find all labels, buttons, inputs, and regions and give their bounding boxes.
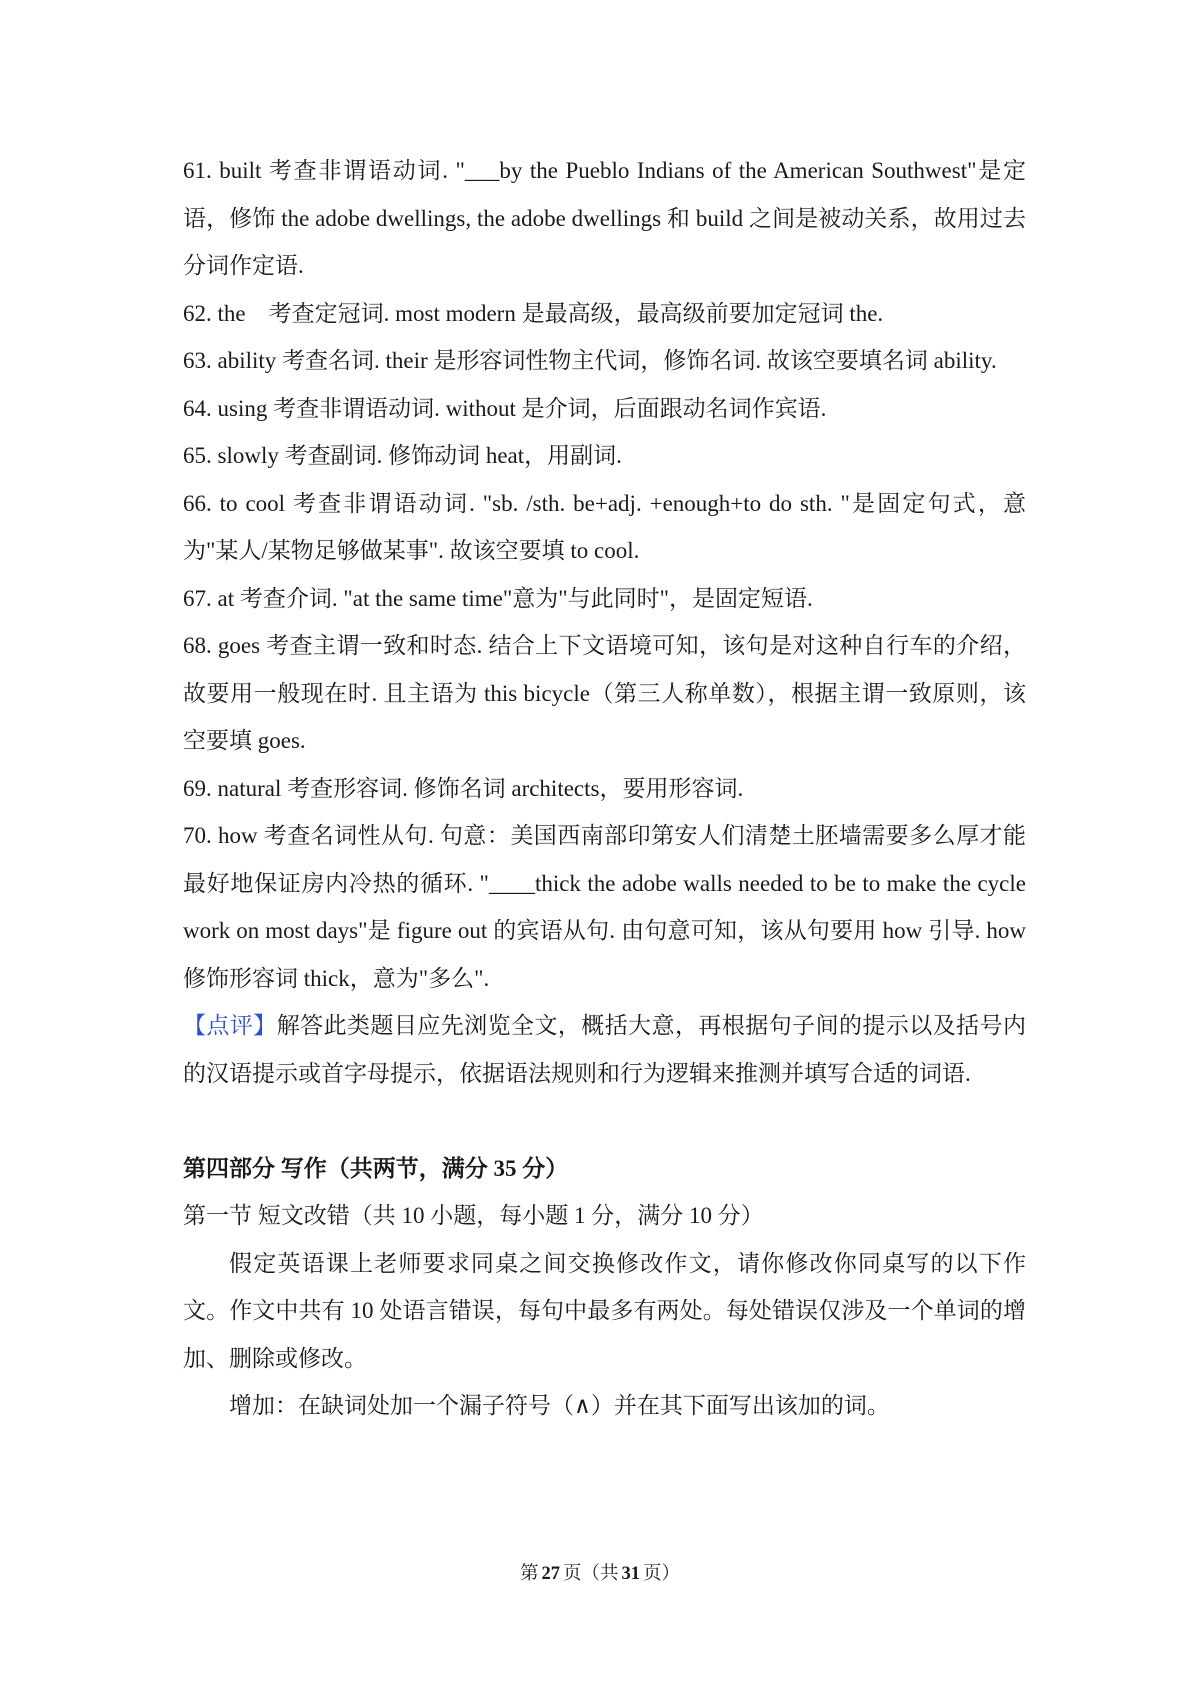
- page-footer: [0, 1560, 1200, 1588]
- answer-64: 64. using 考查非谓语动词. without 是介词，后面跟动名词作宾语.: [183, 395, 827, 421]
- answer-70: 70. how 考查名词性从句. 句意：美国西南部印第安人们清楚土胚墙需要多么厚才能最好地保证房内冷热的循环. "____thick the adobe walls needed to be to make the cycle work on most days"是 figure out 的宾语从句. 由句意可知，该从句要用 how 引导. how 修饰形容词 thick，意为"多么".: [183, 823, 1026, 991]
- answer-67: 67. at 考查介词. "at the same time"意为"与此同时"，是固定短语.: [183, 585, 813, 611]
- instruction-paragraph: 假定英语课上老师要求同桌之间交换修改作文，请你修改你同桌写的以下作文。作文中共有 10 处语言错误，每句中最多有两处。每处错误仅涉及一个单词的增加、删除或修改。: [183, 1250, 1026, 1371]
- answer-63: 63. ability 考查名词. their 是形容词性物主代词，修饰名词. 故该空要填名词 ability.: [183, 348, 997, 373]
- section-subtitle: 第一节 短文改错（共 10 小题，每小题 1 分，满分 10 分）: [183, 1203, 764, 1228]
- answer-68: 68. goes 考查主谓一致和时态. 结合上下文语境可知，该句是对这种自行车的介绍，故要用一般现在时. 且主语为 this bicycle（第三人称单数），根据主谓一致原则，该空要填 goes.: [183, 633, 1026, 753]
- footer-suffix: 页）: [643, 1564, 681, 1584]
- answer-69: 69. natural 考查形容词. 修饰名词 architects，要用形容词.: [183, 775, 744, 801]
- page-content: [183, 147, 1026, 1430]
- comment-label: 【点评】: [183, 1013, 277, 1038]
- answer-66: 66. to cool 考查非谓语动词. "sb. /sth. be+adj. +enough+to do sth. "是固定句式，意为"某人/某物足够做某事". 故该空要填 to cool.: [183, 490, 1026, 563]
- footer-middle: 页（共: [562, 1564, 619, 1584]
- comment-paragraph: [183, 1002, 1026, 1097]
- footer-page-number: 27: [541, 1564, 560, 1584]
- instruction-add-rule: 增加：在缺词处加一个漏子符号（∧）并在其下面写出该加的词。: [229, 1393, 890, 1418]
- answer-61: 61. built 考查非谓语动词. "___by the Pueblo Indians of the American Southwest"是定语，修饰 the adobe dwellings, the adobe dwellings 和 build 之间是被动关系，故用过去分词作定语.: [183, 158, 1026, 278]
- section-title: 第四部分 写作（共两节，满分 35 分）: [183, 1155, 569, 1181]
- footer-prefix: 第: [519, 1564, 539, 1584]
- answer-65: 65. slowly 考查副词. 修饰动词 heat，用副词.: [183, 443, 622, 468]
- answer-62: 62. the 考查定冠词. most modern 是最高级，最高级前要加定冠词 the.: [183, 300, 884, 326]
- comment-text: 解答此类题目应先浏览全文，概括大意，再根据句子间的提示以及括号内的汉语提示或首字母提示，依据语法规则和行为逻辑来推测并填写合适的词语.: [183, 1013, 1027, 1086]
- footer-total-pages: 31: [621, 1564, 640, 1584]
